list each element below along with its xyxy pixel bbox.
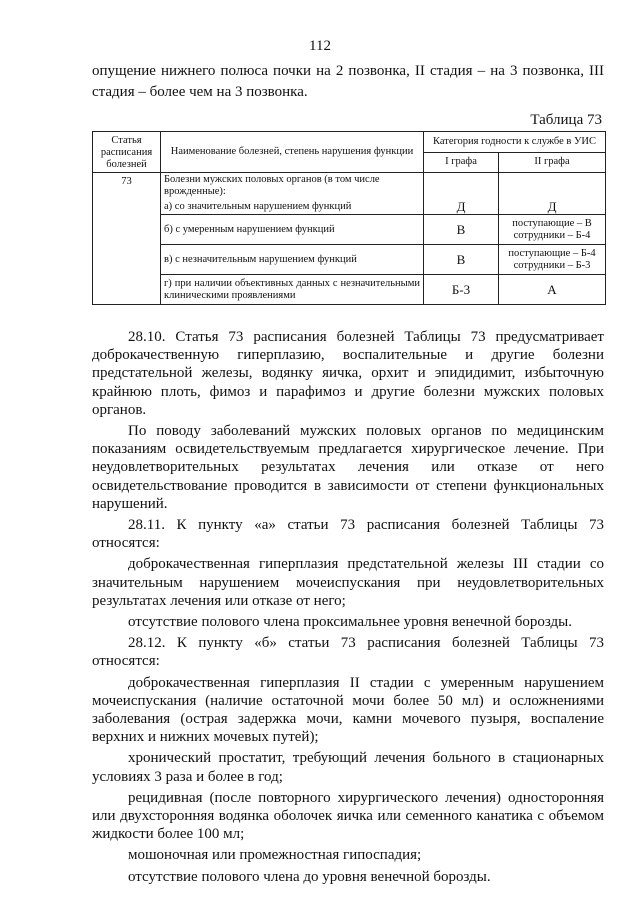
row-name: а) со значительным нарушением функций: [164, 201, 352, 212]
article-number: 73: [93, 173, 161, 305]
row-grade-2: поступающие – Б-4 сотрудники – Б-3: [499, 245, 606, 275]
table-row: [93, 275, 606, 305]
intro-text: опущение нижнего полюса почки на 2 позвонка, II стадия – на 3 позвонка, III стадия – более чем на 3 позвонка.: [92, 63, 604, 100]
paragraph: рецидивная (после повторного хирургического лечения) односторонняя или двухсторонняя водянка оболочек яичка или семенного канатика с объемом жидкости более 100 мл;: [92, 789, 604, 843]
header-col1: I графа: [424, 152, 499, 173]
row-grade-1: Б-3: [424, 275, 499, 305]
disease-group-title: Болезни мужских половых органов (в том числе врожденные):: [164, 174, 380, 197]
paragraph: доброкачественная гиперплазия II стадии с умеренным нарушением мочеиспускания (наличие остаточной мочи более 50 мл) и осложнениями заболевания (острая задержка мочи, камни мочевого пузыря, воспаление верхних и нижних мочевых путей);: [92, 674, 604, 746]
body-text: [92, 328, 604, 889]
paragraph: 28.10. Статья 73 расписания болезней Таблицы 73 предусматривает доброкачественную гиперплазию, воспалительные и другие болезни предстательной железы, водянку яичка, орхит и эпидидимит, избыточную крайнюю плоть, фимоз и парафимоз и другие болезни мужских половых органов.: [92, 329, 604, 418]
paragraph: мошоночная или промежностная гипоспадия;: [128, 847, 422, 864]
row-grade-1: В: [424, 215, 499, 245]
disease-table: [92, 131, 606, 305]
table-row: [93, 173, 606, 215]
row-name: б) с умеренным нарушением функций: [161, 215, 424, 245]
header-category: Категория годности к службе в УИС: [424, 132, 606, 153]
page-number: 112: [309, 38, 331, 54]
paragraph: По поводу заболеваний мужских половых органов по медицинским показаниям освидетельствуемым предлагается хирургическое лечение. При неудовлетворительных результатах лечения или отказе от него освидетельствование проводится в зависимости от степени функциональных нарушений.: [92, 423, 604, 512]
table-caption: Таблица 73: [530, 112, 602, 128]
row-name: г) при наличии объективных данных с незначительными клиническими проявлениями: [161, 275, 424, 305]
paragraph: 28.11. К пункту «а» статьи 73 расписания болезней Таблицы 73 относятся:: [92, 517, 604, 552]
paragraph: доброкачественная гиперплазия предстательной железы III стадии со значительным нарушением мочеиспускания при неудовлетворительных результатах лечения или отказе от него;: [92, 556, 604, 609]
paragraph: отсутствие полового члена до уровня венечной борозды.: [128, 868, 491, 885]
row-grade-2: поступающие – В сотрудники – Б-4: [499, 215, 606, 245]
row-grade-1: В: [424, 245, 499, 275]
row-name: в) с незначительным нарушением функций: [161, 245, 424, 275]
paragraph: отсутствие полового члена проксимальнее уровня венечной борозды.: [128, 614, 572, 631]
table-row: [93, 245, 606, 275]
table-row: [93, 215, 606, 245]
row-grade-1: Д: [424, 173, 499, 215]
paragraph: хронический простатит, требующий лечения больного в стационарных условиях 3 раза и более в год;: [92, 750, 604, 785]
table-header-row: [93, 132, 606, 153]
row-grade-2: Д: [499, 173, 606, 215]
header-name: Наименование болезней, степень нарушения функции: [161, 132, 424, 173]
intro-paragraph: [92, 61, 604, 103]
paragraph: 28.12. К пункту «б» статьи 73 расписания болезней Таблицы 73 относятся:: [92, 635, 604, 670]
header-col2: II графа: [499, 152, 606, 173]
header-article: Статья расписания болезней: [93, 132, 161, 173]
row-grade-2: А: [499, 275, 606, 305]
